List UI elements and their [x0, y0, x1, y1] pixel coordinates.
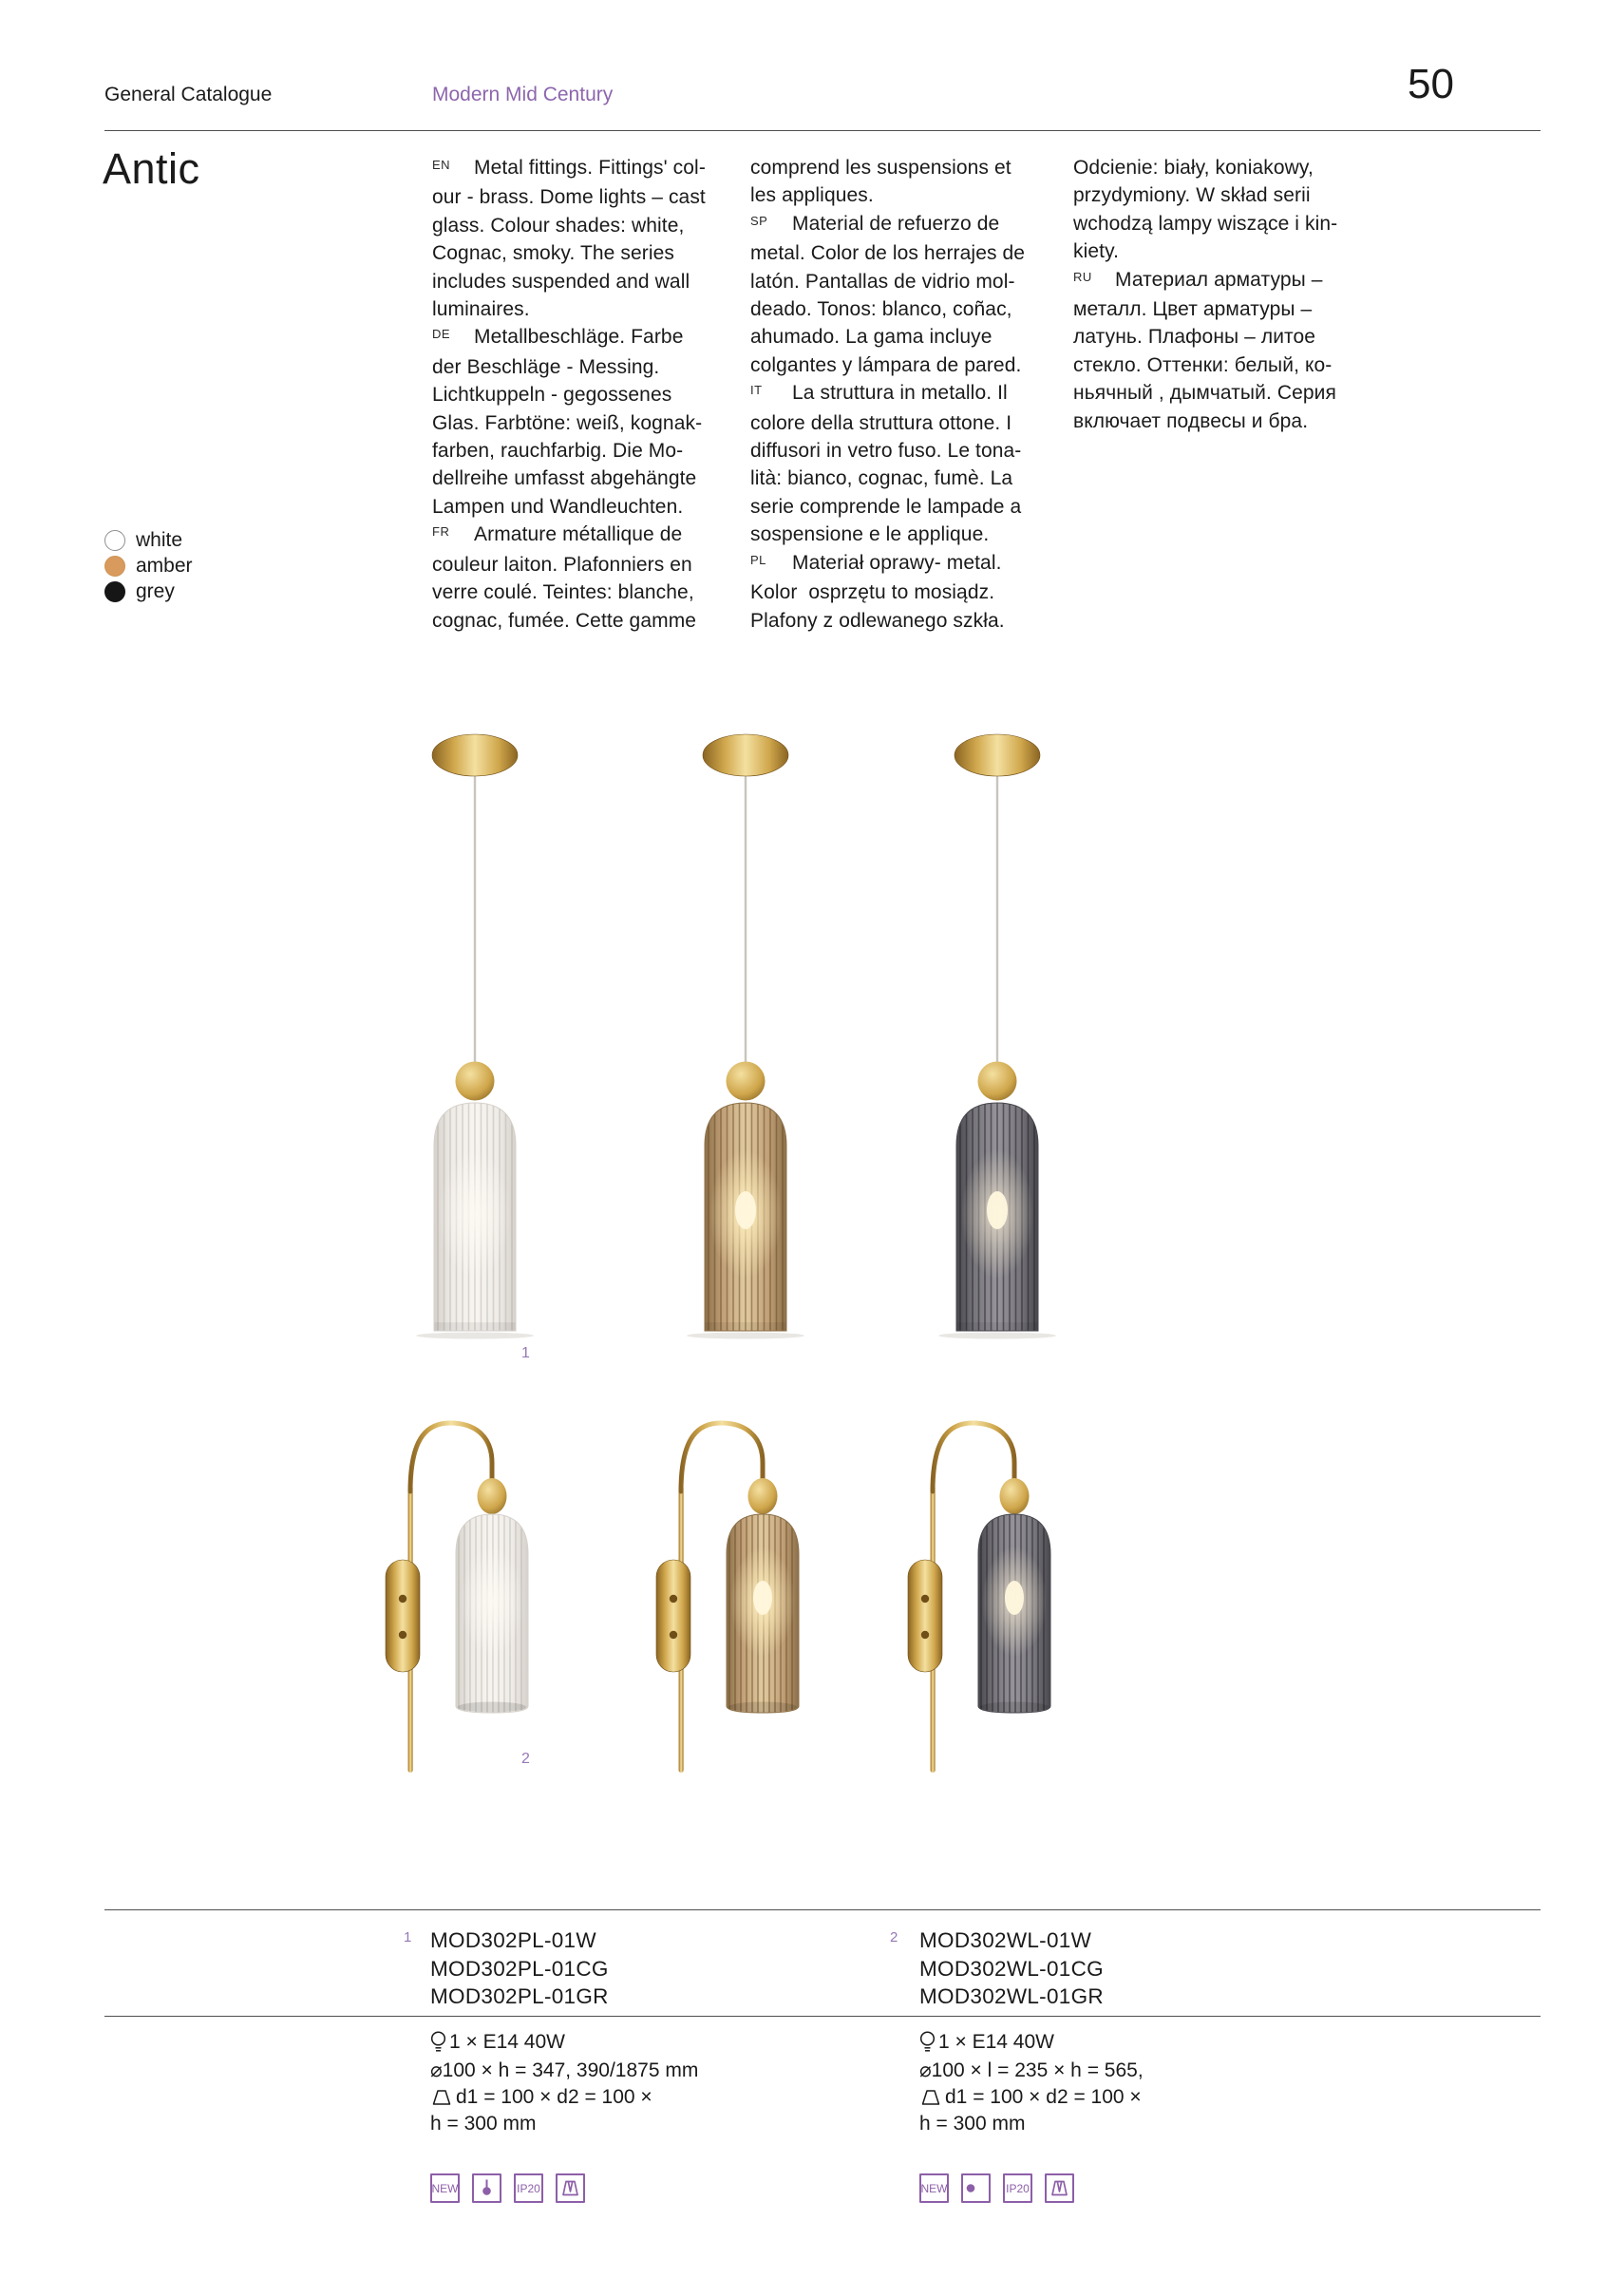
- description-line: FR Armature métallique de: [432, 521, 751, 550]
- bulb-icon: [430, 2030, 446, 2055]
- description-line: SP Material de refuerzo de: [750, 210, 1069, 239]
- color-swatch-grey: [104, 579, 193, 604]
- language-tag-pl: PL: [750, 552, 766, 567]
- description-line: includes suspended and wall: [432, 270, 690, 293]
- description-line: lità: bianco, cognac, fumè. La: [750, 467, 1013, 490]
- spec-line: ⌀100 × h = 347, 390/1875 mm: [430, 2059, 699, 2081]
- description-line: dellreihe umfasst abgehängte: [432, 467, 697, 490]
- description-line: diffusori in vetro fuso. Le tona-: [750, 440, 1022, 463]
- description-line: colgantes y lámpara de pared.: [750, 353, 1022, 376]
- language-tag-en: EN: [432, 158, 451, 172]
- pendant-lamp-smoky: [902, 712, 1092, 1339]
- description-line: включает подвесы и бра.: [1073, 409, 1309, 432]
- language-tag-fr: FR: [432, 524, 450, 540]
- description-line: Lichtkuppeln - gegossenes: [432, 384, 672, 407]
- header-divider: [104, 130, 1541, 131]
- product-specs-1: [430, 2029, 698, 2138]
- codes-divider-top: [104, 1909, 1541, 1910]
- product-codes-1: [430, 1926, 609, 2011]
- swatch-label: white: [136, 529, 183, 551]
- product-ref-2: 2: [890, 1929, 898, 1945]
- badge-shade-icon: [556, 2173, 585, 2203]
- swatch-label: amber: [136, 555, 193, 577]
- description-line: стекло. Оттенки: белый, ко-: [1073, 353, 1333, 376]
- description-column-2: [750, 154, 1069, 635]
- wall-lamp-white: [359, 1415, 596, 1786]
- description-line: luminaires.: [432, 298, 530, 321]
- description-line: ньячный , дымчатый. Серия: [1073, 382, 1336, 405]
- lampshade-icon: [560, 2178, 580, 2198]
- product-badges-1: [430, 2173, 585, 2203]
- product-specs-2: [919, 2029, 1144, 2138]
- product-code: MOD302WL-01CG: [919, 1956, 1104, 1981]
- figure-2-label: 2: [521, 1751, 530, 1767]
- spec-line: h = 300 mm: [430, 2113, 537, 2135]
- spec-line: ⌀100 × l = 235 × h = 565,: [919, 2059, 1144, 2081]
- spec-line: h = 300 mm: [919, 2113, 1026, 2135]
- description-line: Odcienie: biały, koniakowy,: [1073, 157, 1314, 179]
- description-line: der Beschläge - Messing.: [432, 355, 660, 378]
- language-tag-sp: SP: [750, 213, 768, 228]
- description-line: металл. Цвет арматуры –: [1073, 298, 1313, 321]
- description-line: PL Materiał oprawy- metal.: [750, 549, 1069, 579]
- swatch-label: grey: [136, 580, 175, 602]
- description-line: verre coulé. Teintes: blanche,: [432, 581, 694, 604]
- description-line: Cognac, smoky. The series: [432, 242, 674, 265]
- description-line: Plafony z odlewanego szkła.: [750, 609, 1005, 632]
- description-line: colore della struttura ottone. I: [750, 411, 1012, 434]
- badge-wall-icon: [961, 2173, 991, 2203]
- product-code: MOD302PL-01GR: [430, 1984, 609, 2008]
- description-line: les appliques.: [750, 184, 874, 207]
- pendant-lamp-white: [380, 712, 570, 1339]
- swatch-circle-amber: [104, 556, 125, 577]
- wall-lamp-smoky: [881, 1415, 1119, 1786]
- description-line: Kolor osprzętu to mosiądz.: [750, 581, 995, 604]
- codes-divider-bottom: [104, 2016, 1541, 2017]
- badge-shade-icon: [1045, 2173, 1074, 2203]
- description-line: cognac, fumée. Cette gamme: [432, 609, 697, 632]
- product-ref-1: 1: [404, 1929, 412, 1945]
- description-line: латунь. Плафоны – литое: [1073, 326, 1316, 349]
- language-tag-de: DE: [432, 327, 451, 342]
- color-swatches: [104, 527, 193, 604]
- description-line: kiety.: [1073, 240, 1120, 263]
- description-line: Glas. Farbtöne: weiß, kognak-: [432, 411, 703, 434]
- spec-line: 1 × E14 40W: [919, 2029, 1144, 2057]
- description-line: IT La struttura in metallo. Il: [750, 379, 1069, 408]
- lampshade-icon: [1049, 2178, 1069, 2198]
- description-line: couleur laiton. Plafonniers en: [432, 553, 692, 576]
- shade-icon: [919, 2088, 942, 2107]
- collection-title: Modern Mid Century: [432, 84, 614, 105]
- product-badges-2: [919, 2173, 1074, 2203]
- pendant-lamp-icon: [477, 2178, 497, 2198]
- product-code: MOD302PL-01CG: [430, 1956, 609, 1981]
- badge-new: NEW: [919, 2173, 949, 2203]
- language-tag-ru: RU: [1073, 269, 1092, 284]
- description-column-1: [432, 154, 751, 635]
- product-codes-2: [919, 1926, 1104, 2011]
- spec-line: 1 × E14 40W: [430, 2029, 698, 2057]
- wall-lamp-icon: [966, 2178, 986, 2198]
- description-column-3: [1073, 154, 1392, 435]
- swatch-circle-grey: [104, 581, 125, 602]
- color-swatch-white: [104, 527, 193, 553]
- language-tag-it: IT: [750, 383, 763, 398]
- description-line: Lampen und Wandleuchten.: [432, 495, 684, 518]
- description-line: our - brass. Dome lights – cast: [432, 186, 706, 209]
- swatch-circle-white: [104, 530, 125, 551]
- description-line: EN Metal fittings. Fittings' col-: [432, 154, 751, 183]
- description-line: farben, rauchfarbig. Die Mo-: [432, 440, 684, 463]
- description-line: RU Материал арматуры –: [1073, 266, 1392, 295]
- product-name: Antic: [103, 144, 200, 193]
- color-swatch-amber: [104, 553, 193, 579]
- description-line: wchodzą lampy wiszące i kin-: [1073, 212, 1338, 235]
- bulb-icon: [919, 2030, 936, 2055]
- pendant-lamp-cognac: [651, 712, 841, 1339]
- description-line: latón. Pantallas de vidrio mol-: [750, 270, 1015, 293]
- description-line: sospensione e le applique.: [750, 523, 990, 546]
- badge-pendant-icon: [472, 2173, 501, 2203]
- badge-new: NEW: [430, 2173, 460, 2203]
- badge-ip20: IP20: [1003, 2173, 1032, 2203]
- description-line: metal. Color de los herrajes de: [750, 242, 1026, 265]
- product-code: MOD302PL-01W: [430, 1928, 596, 1952]
- description-line: ahumado. La gama incluye: [750, 326, 993, 349]
- spec-line: d1 = 100 × d2 = 100 ×: [430, 2083, 698, 2111]
- badge-ip20: IP20: [514, 2173, 543, 2203]
- description-line: comprend les suspensions et: [750, 157, 1011, 179]
- product-code: MOD302WL-01W: [919, 1928, 1092, 1952]
- spec-line: d1 = 100 × d2 = 100 ×: [919, 2083, 1144, 2111]
- product-code: MOD302WL-01GR: [919, 1984, 1104, 2008]
- description-line: glass. Colour shades: white,: [432, 214, 685, 237]
- catalogue-title: General Catalogue: [104, 84, 273, 105]
- description-line: deado. Tonos: blanco, coñac,: [750, 298, 1012, 321]
- shade-icon: [430, 2088, 453, 2107]
- description-line: serie comprende le lampade a: [750, 495, 1022, 518]
- page-number: 50: [1408, 61, 1454, 107]
- description-line: przydymiony. W skład serii: [1073, 184, 1311, 207]
- description-line: DE Metallbeschläge. Farbe: [432, 323, 751, 352]
- figure-1-label: 1: [521, 1345, 530, 1361]
- wall-lamp-cognac: [630, 1415, 867, 1786]
